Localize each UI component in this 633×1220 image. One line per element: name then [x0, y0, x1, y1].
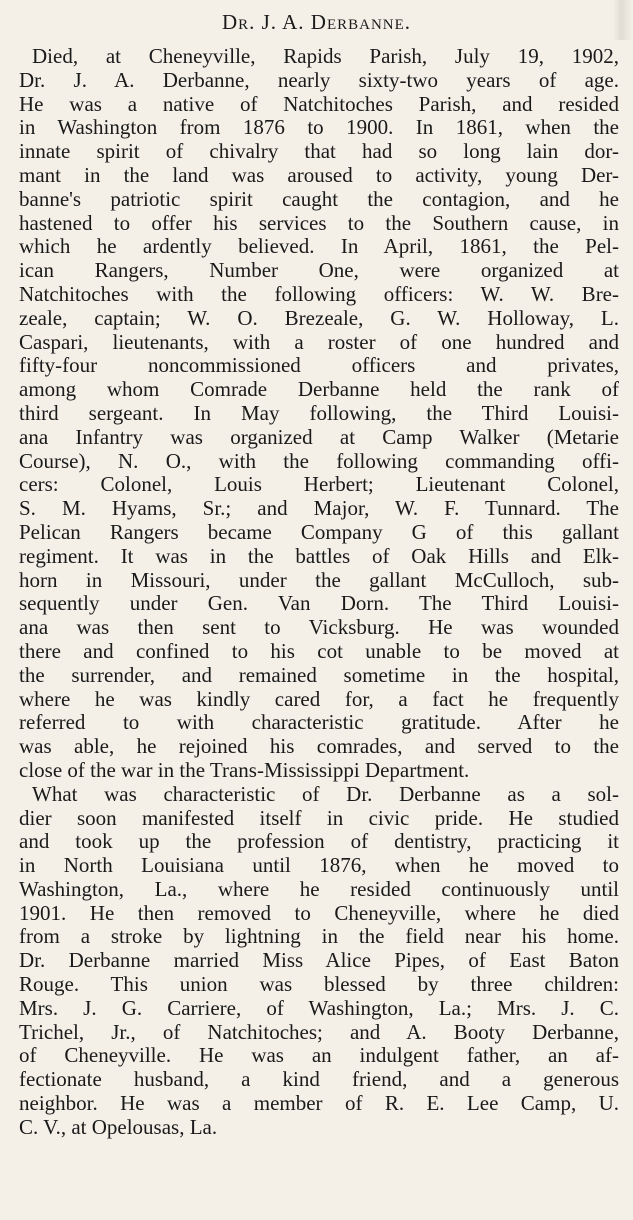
text-line: fifty-four noncommissioned officers and privates,	[19, 353, 619, 378]
text-line: S. M. Hyams, Sr.; and Major, W. F. Tunnard. The	[19, 496, 619, 521]
text-line: where he was kindly cared for, a fact he frequently	[19, 686, 619, 711]
text-line: in North Louisiana until 1876, when he moved to	[19, 853, 619, 878]
text-line: in Washington from 1876 to 1900. In 1861, when the	[19, 115, 619, 140]
text-line: Died, at Cheneyville, Rapids Parish, July 19, 1902,	[32, 44, 619, 68]
text-line: cers: Colonel, Louis Herbert; Lieutenant Colonel,	[19, 472, 619, 497]
text-line: banne's patriotic spirit caught the contagion, and he	[19, 186, 619, 211]
text-line: neighbor. He was a member of R. E. Lee Camp, U.	[19, 1091, 619, 1116]
text-line: third sergeant. In May following, the Third Louisi-	[19, 400, 619, 425]
text-line: hastened to offer his services to the Southern cause, in	[19, 210, 619, 235]
text-line: and took up the profession of dentistry, practicing it	[19, 829, 619, 854]
text-line: which he ardently believed. In April, 1861, the Pel-	[19, 234, 619, 259]
text-line: Washington, La., where he resided continuously until	[19, 876, 619, 901]
text-line: among whom Comrade Derbanne held the rank of	[19, 377, 619, 402]
text-line: He was a native of Natchitoches Parish, and resided	[19, 91, 619, 116]
text-line: was able, he rejoined his comrades, and served to the	[19, 734, 619, 759]
text-line: innate spirit of chivalry that had so long lain dor-	[19, 139, 619, 164]
text-line: Caspari, lieutenants, with a roster of one hundred and	[19, 329, 619, 354]
text-line: Natchitoches with the following officers: W. W. Bre-	[19, 281, 619, 306]
text-line: Dr. Derbanne married Miss Alice Pipes, of East Baton	[19, 948, 619, 973]
text-line: ana Infantry was organized at Camp Walker (Metarie	[19, 424, 619, 449]
text-line: Trichel, Jr., of Natchitoches; and A. Booty Derbanne,	[19, 1019, 619, 1044]
text-line: there and confined to his cot unable to be moved at	[19, 638, 619, 663]
text-line: regiment. It was in the battles of Oak Hills and Elk-	[19, 543, 619, 568]
text-line: What was characteristic of Dr. Derbanne as a sol-	[32, 781, 619, 806]
article-body	[19, 45, 619, 1140]
text-line: ana was then sent to Vicksburg. He was wounded	[19, 615, 619, 640]
text-line: mant in the land was aroused to activity, young Der-	[19, 162, 619, 187]
text-line: zeale, captain; W. O. Brezeale, G. W. Holloway, L.	[19, 305, 619, 330]
text-line: referred to with characteristic gratitude. After he	[19, 710, 619, 735]
text-line: of Cheneyville. He was an indulgent father, an af-	[19, 1043, 619, 1068]
text-line: fectionate husband, a kind friend, and a generous	[19, 1067, 619, 1092]
text-line: ican Rangers, Number One, were organized at	[19, 258, 619, 283]
text-line: C. V., at Opelousas, La.	[19, 1114, 218, 1139]
text-line: Pelican Rangers became Company G of this gallant	[19, 519, 619, 544]
text-line: dier soon manifested itself in civic pride. He studied	[19, 805, 619, 830]
text-line: 1901. He then removed to Cheneyville, where he died	[19, 900, 619, 925]
text-line: Mrs. J. G. Carriere, of Washington, La.; Mrs. J. C.	[19, 995, 619, 1020]
text-line: close of the war in the Trans-Mississippi Department.	[19, 757, 470, 782]
text-line: Course), N. O., with the following commanding offi-	[19, 448, 619, 473]
text-line: sequently under Gen. Van Dorn. The Third Louisi-	[19, 591, 619, 616]
text-line: from a stroke by lightning in the field near his home.	[19, 924, 619, 949]
text-line: Rouge. This union was blessed by three children:	[19, 972, 619, 997]
margin-bleed-decoration	[613, 0, 633, 40]
text-line: the surrender, and remained sometime in the hospital,	[19, 662, 619, 687]
page-title: Dr. J. A. Derbanne.	[221, 10, 412, 34]
text-line: Dr. J. A. Derbanne, nearly sixty-two years of age.	[19, 67, 619, 92]
text-line: horn in Missouri, under the gallant McCulloch, sub-	[19, 567, 619, 592]
